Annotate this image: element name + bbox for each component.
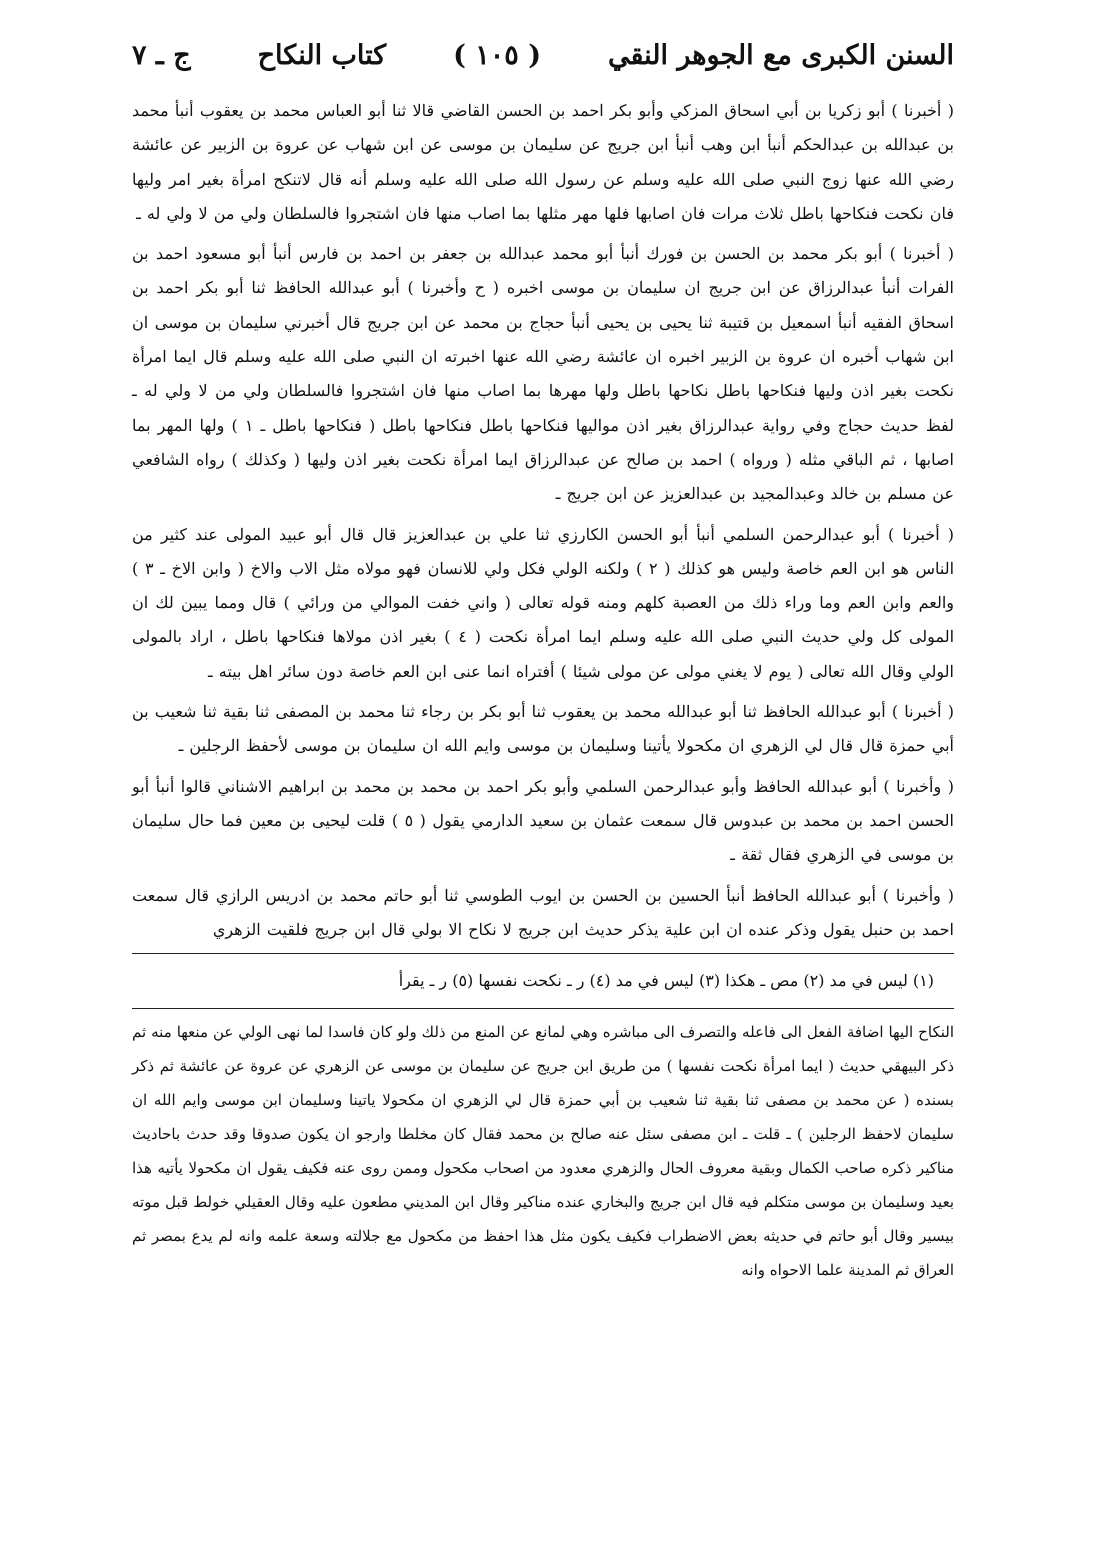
footnotes: (١) ليس في مد (٢) مص ـ هكذا (٣) ليس في مد (٤) ر ـ نكحت نفسها (٥) ر ـ يقرأ	[398, 971, 934, 991]
divider	[132, 953, 954, 954]
page-header	[132, 40, 954, 88]
paragraph: ( أخبرنا ) أبو عبدالله الحافظ ثنا أبو عبدالله محمد بن يعقوب ثنا أبو بكر بن رجاء ثنا محمد بن المصفى ثنا بقية ثنا شعيب بن أبي حمزة قال قال لي الزهري ان مكحولا يأتينا وسليمان بن موسى وايم الله ان سليمان بن موسى لأحفظ الرجلين ـ	[132, 702, 954, 756]
page-number: ( ١٠٥ )	[453, 40, 541, 71]
volume-label: ج ـ ٧	[132, 40, 191, 71]
commentary: النكاح اليها اضافة الفعل الى فاعله والتصرف الى مباشره وهي لمانع عن المنع من ذلك ولو كان فاسدا لما نهى الولي عن منعها منه ثم ذكر البيهقي حديث ( ايما امرأة نكحت نفسها ) من طريق ابن جريج عن سليمان بن موسى عن الزهري عن عروة عن عائشة ثم ذكر بسنده ( عن محمد بن مصفى ثنا بقية ثنا شعيب بن أبي حمزة قال لي الزهري ان مكحولا ياتينا وسليمان ابن موسى وايم الله ان سليمان لاحفظ الرجلين ) ـ قلت ـ ابن مصفى سئل عنه صالح بن محمد فقال كان مخلطا وارجو ان يكون صدوقا وقد حدث باحاديث مناكير ذكره صاحب الكمال وبقية معروف الحال والزهري معدود من اصحاب مكحول وممن روى عنه فكيف يقول ان مكحولا يأتيه هذا بعيد وسليمان بن موسى متكلم فيه قال ابن جريج والبخاري عنده مناكير وقال ابن المديني مطعون عليه وقال العقيلي خولط قبل موته بيسير وقال أبو حاتم في حديثه بعض الاضطراب فكيف يكون مثل هذا احفظ من مكحول مع جلالته وسعة علمه وانه لم يدع بمصر ثم العراق ثم المدينة علما الاحواه وانه	[132, 1023, 954, 1280]
main-text	[132, 94, 954, 947]
chapter-title: كتاب النكاح	[257, 40, 387, 71]
paragraph: ( أخبرنا ) أبو عبدالرحمن السلمي أنبأ أبو الحسن الكارزي ثنا علي بن عبدالعزيز قال قال أبو عبيد المولى عند كثير من الناس هو ابن العم خاصة وليس هو كذلك ( ٢ ) ولكنه الولي فكل ولي للانسان فهو مولاه مثل الاب والاخ ( وابن الاخ ـ ٣ ) والعم وابن العم وما وراء ذلك من العصبة كلهم ومنه قوله تعالى ( واني خفت الموالي من ورائي ) قال ومما يبين لك ان المولى كل ولي حديث النبي صلى الله عليه وسلم ايما امرأة نكحت ( ٤ ) بغير اذن مولاها فنكاحها باطل ، اراد بالمولى الولي وقال الله تعالى ( يوم لا يغني مولى عن مولى شيئا ) أفتراه انما عنى ابن العم خاصة دون سائر اهل بيته ـ	[132, 524, 955, 681]
paragraph: ( وأخبرنا ) أبو عبدالله الحافظ وأبو عبدالرحمن السلمي وأبو بكر احمد بن محمد بن محمد بن ابراهيم الاشناني قالوا أنبأ أبو الحسن احمد بن محمد بن عبدوس قال سمعت عثمان بن سعيد الدارمي يقول ( ٥ ) قلت ليحيى بن معين فما حال سليمان بن موسى في الزهري فقال ثقة ـ	[132, 776, 955, 865]
paragraph: ( أخبرنا ) أبو بكر محمد بن الحسن بن فورك أنبأ أبو محمد عبدالله بن جعفر بن احمد بن فارس أنبأ أبو مسعود احمد بن الفرات أنبأ عبدالرزاق عن ابن جريج ان سليمان بن موسى اخبره ( ح وأخبرنا ) أبو عبدالله الحافظ ثنا أبو بكر احمد بن اسحاق الفقيه أنبأ اسمعيل بن قتيبة ثنا يحيى بن يحيى أنبأ حجاج بن محمد عن ابن جريج قال أخبرني سليمان بن موسى ان ابن شهاب أخبره ان عروة بن الزبير اخبره ان عائشة رضي الله عنها اخبرته ان النبي صلى الله عليه وسلم قال ايما امرأة نكحت بغير اذن وليها فنكاحها باطل نكاحها باطل ولها مهرها بما اصاب منها فان اشتجروا فالسلطان ولي من لا ولي له ـ لفظ حديث حجاج وفي رواية عبدالرزاق بغير اذن مواليها فنكاحها باطل فنكاحها باطل ( فنكاحها باطل ـ ١ ) ولها المهر بما اصابها ، ثم الباقي مثله ( ورواه ) احمد بن صالح عن عبدالرزاق ايما امرأة نكحت بغير اذن وليها ( وكذلك ) رواه الشافعي عن مسلم بن خالد وعبدالمجيد بن عبدالعزيز عن ابن جريج ـ	[132, 244, 955, 504]
paragraph: ( أخبرنا ) أبو زكريا بن أبي اسحاق المزكي وأبو بكر احمد بن الحسن القاضي قالا ثنا أبو العباس محمد بن يعقوب أنبأ محمد بن عبدالله بن عبدالحكم أنبأ ابن وهب أنبأ ابن جريج عن سليمان بن موسى عن ابن شهاب عن عروة بن الزبير عن عائشة رضي الله عنها زوج النبي صلى الله عليه وسلم عن رسول الله صلى الله عليه وسلم أنه قال لاتنكح امرأة بغير امر وليها فان نكحت فنكاحها باطل ثلاث مرات فان اصابها فلها مهر مثلها بما اصاب منها فان اشتجروا فالسلطان ولي من لا ولي له ـ	[132, 101, 954, 223]
divider	[132, 1008, 954, 1009]
paragraph: ( وأخبرنا ) أبو عبدالله الحافظ أنبأ الحسين بن الحسن بن ايوب الطوسي ثنا أبو حاتم محمد بن ادريس الرازي قال سمعت احمد بن حنبل يقول وذكر عنده ان ابن علية يذكر حديث ابن جريج لا نكاح الا بولي قال ابن جريج فلقيت الزهري	[132, 885, 954, 939]
book-title: السنن الكبرى مع الجوهر النقي	[607, 40, 954, 71]
